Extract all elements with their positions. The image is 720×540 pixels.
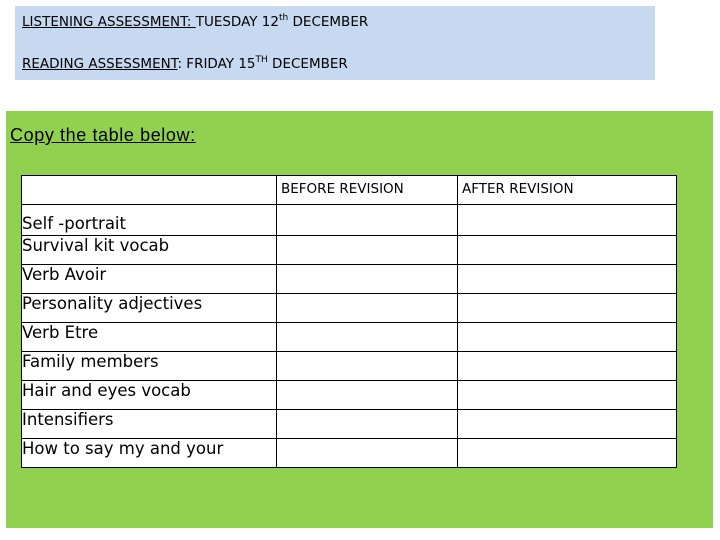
listening-date-suffix: th [279, 13, 289, 23]
before-revision-cell[interactable] [277, 381, 458, 410]
topic-cell: Verb Etre [22, 323, 277, 352]
topic-cell: Self -portrait [22, 205, 277, 236]
reading-assessment-day: : FRIDAY 15 [177, 56, 256, 72]
revision-panel [6, 111, 713, 528]
before-revision-cell[interactable] [277, 323, 458, 352]
table-row [22, 236, 677, 265]
after-revision-cell[interactable] [458, 323, 677, 352]
before-revision-cell[interactable] [277, 294, 458, 323]
before-revision-cell[interactable] [277, 439, 458, 468]
before-revision-cell[interactable] [277, 265, 458, 294]
table-row [22, 205, 677, 236]
after-revision-cell[interactable] [458, 381, 677, 410]
topic-cell: How to say my and your [22, 439, 277, 468]
reading-assessment-line [22, 56, 348, 72]
listening-assessment-label: LISTENING ASSESSMENT: [22, 14, 196, 30]
table-row [22, 265, 677, 294]
header-after-revision-cell [458, 176, 677, 205]
before-revision-cell[interactable] [277, 205, 458, 236]
topic-cell: Verb Avoir [22, 265, 277, 294]
after-revision-cell[interactable] [458, 352, 677, 381]
header-before-revision: BEFORE REVISION [281, 181, 404, 197]
table-row [22, 323, 677, 352]
topic-cell: Personality adjectives [22, 294, 277, 323]
table-row [22, 352, 677, 381]
reading-assessment-month: DECEMBER [267, 56, 348, 72]
assessment-dates-banner [15, 6, 655, 80]
reading-date-suffix: TH [255, 55, 268, 65]
after-revision-cell[interactable] [458, 439, 677, 468]
after-revision-cell[interactable] [458, 205, 677, 236]
after-revision-cell[interactable] [458, 265, 677, 294]
topic-cell: Survival kit vocab [22, 236, 277, 265]
copy-table-heading: Copy the table below: [10, 125, 196, 145]
table-header-row [22, 176, 677, 205]
table-row [22, 381, 677, 410]
before-revision-cell[interactable] [277, 352, 458, 381]
after-revision-cell[interactable] [458, 294, 677, 323]
topic-cell: Intensifiers [22, 410, 277, 439]
header-topic-cell [22, 176, 277, 205]
table-row [22, 439, 677, 468]
reading-assessment-label: READING ASSESSMENT [22, 56, 178, 72]
header-after-revision: AFTER REVISION [462, 181, 574, 197]
after-revision-cell[interactable] [458, 236, 677, 265]
revision-table [21, 175, 677, 468]
before-revision-cell[interactable] [277, 410, 458, 439]
header-topic [22, 176, 276, 181]
table-row [22, 294, 677, 323]
header-before-revision-cell [277, 176, 458, 205]
topic-cell: Family members [22, 352, 277, 381]
listening-assessment-month: DECEMBER [288, 14, 369, 30]
after-revision-cell[interactable] [458, 410, 677, 439]
listening-assessment-day: TUESDAY 12 [195, 14, 279, 30]
topic-cell: Hair and eyes vocab [22, 381, 277, 410]
table-row [22, 410, 677, 439]
listening-assessment-line [22, 14, 368, 30]
before-revision-cell[interactable] [277, 236, 458, 265]
